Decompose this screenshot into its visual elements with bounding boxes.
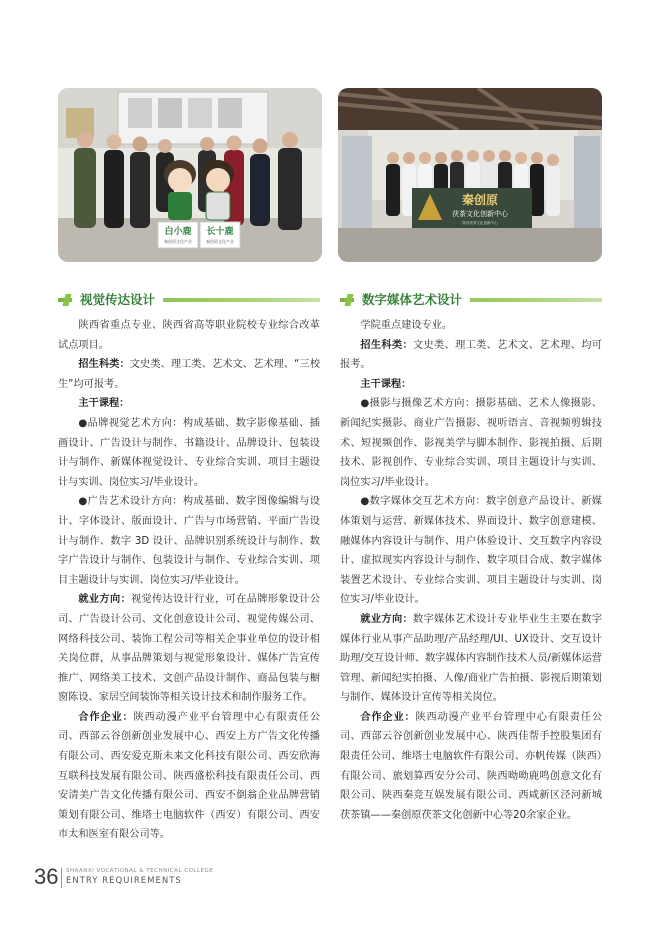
enrollment-text: 文史类、理工类、艺术文、艺术理、“三校生”均可报考。: [58, 359, 321, 390]
section-header: [58, 290, 320, 310]
section-header: [340, 290, 602, 310]
footer-divider: [61, 868, 62, 888]
partners-text: 陕西动漫产业平台管理中心有限责任公司、西部云谷创新创业发展中心、西安上方广告文化传播有限公司、西安爱克斯未来文化科技有限公司、西安欣海互联科技发展有限公司、陕西盛松科技有限责任公司、西安清美广告文化传播有限公司、西安不倒翁企业品牌营销策划有限公司、维塔士电脑软件（西安）有限公司、西安市太和医室有限公司等。: [58, 711, 321, 841]
enrollment-paragraph: [340, 336, 602, 375]
group-photo-innovation-center: [338, 88, 602, 262]
career-text: 数字媒体艺术设计专业毕业生主要在数字媒体行业从事产品助理/产品经理/UI、UX设计、交互设计助理/交互设计师、数字媒体内容制作技术人员/新媒体运营管理、新闻纪实拍摄、人像/商业广告拍摄、影视后期策划与制作、媒体设计宣传等相关岗位。: [340, 613, 603, 704]
sign-sub: 茯茶文化创新中心: [452, 210, 508, 218]
career-paragraph: [58, 590, 320, 708]
intro-paragraph: 学院重点建设专业。: [360, 320, 453, 331]
partners-text: 陕西动漫产业平台管理中心有限责任公司、西部云谷创新创业发展中心、陕西佳帮手控股集团有限责任公司、维塔士电脑软件有限公司、亦帆传媒（陕西）有限公司、旅划算西安分公司、陕西呦呦鹿鸣创意文化有限公司、陕西秦竞互娱发展有限公司、西咸新区泾河新城茯茶镇——秦创原茯茶文化创新中心等20余家企业。: [340, 711, 603, 821]
courses-label: 主干课程：: [78, 398, 130, 410]
partners-label: 合作企业：: [360, 711, 416, 723]
courses-ad-direction: ●广告艺术设计方向：构成基础、数字图像编辑与设计、字体设计、版面设计、广告与市场营销、平面广告设计与制作、数字 3D 设计、品牌识别系统设计与制作、数字广告设计与制作、包装设计与制作、专业综合实训、项目主题设计与实训、岗位实习/毕业设计。: [58, 496, 320, 586]
board-right-text: 长十鹿: [206, 227, 234, 237]
enrollment-label: 招生科类：: [78, 359, 130, 371]
partners-label: 合作企业：: [78, 711, 134, 723]
enrollment-paragraph: [58, 355, 320, 394]
board-left-text: 白小鹿: [164, 227, 192, 237]
section-visual-communication: [58, 290, 320, 845]
career-paragraph: [340, 610, 602, 708]
board-left-sub: 秦创原文化产业: [164, 239, 192, 244]
intro-paragraph: 陕西省重点专业、陕西省高等职业院校专业综合改革试点项目。: [58, 320, 320, 351]
career-label: 就业方向：: [78, 594, 131, 606]
courses-label: 主干课程：: [360, 378, 412, 390]
school-name-en: SHAANXI VOCATIONAL & TECHNICAL COLLEGE: [66, 868, 214, 874]
section-title: 数字媒体艺术设计: [354, 290, 470, 310]
courses-photo-direction: ●摄影与摄像艺术方向：摄影基础、艺术人像摄影、新闻纪实摄影、商业广告摄影、视听语言、音视频剪辑技术、短视频创作、影视美学与脚本制作、影视拍摄、后期技术、影视创作、专业综合实训、项目主题设计与实训、岗位实习/毕业设计。: [340, 398, 602, 488]
footer-subtitle: ENTRY REQUIREMENTS: [66, 876, 182, 886]
career-text: 视觉传达设计行业，可在品牌形象设计公司、广告设计公司、文化创意设计公司、视觉传媒公司、网络科技公司、装饰工程公司等相关企事业单位的设计相关岗位群，从事品牌策划与视觉形象设计、媒体广告宣传推广、网络美工技术、文创产品设计制作、商品包装与橱窗陈设、家居空间装饰等相关设计技术和制作服务工作。: [58, 594, 321, 704]
courses-heading: [58, 394, 320, 414]
enrollment-text: 文史类、理工类、艺术文、艺术理、均可报考。: [340, 339, 603, 371]
partners-paragraph: [340, 708, 602, 826]
group-photo-mascots: [58, 88, 322, 262]
page-number: 36: [34, 864, 59, 889]
sign-small: 陕西茯茶文化创新中心: [462, 221, 498, 225]
career-label: 就业方向：: [360, 613, 413, 625]
partners-paragraph: [58, 708, 320, 845]
courses-heading: [340, 375, 602, 395]
board-right-sub: 秦创原文化产业: [206, 239, 234, 244]
section-digital-media: [340, 290, 602, 825]
sign-main: 秦创原: [461, 193, 499, 207]
enrollment-label: 招生科类：: [360, 339, 413, 351]
section-title: 视觉传达设计: [72, 290, 163, 310]
courses-interactive-direction: ●数字媒体交互艺术方向：数字创意产品设计、新媒体策划与运营、新媒体技术、界面设计、数字创意建模、融媒体内容设计与制作、用户体验设计、交互数字内容设计、虚拟现实内容设计与制作、数字项目合成、数字媒体装置艺术设计、专业综合实训、项目主题设计与实训、岗位实习/毕业设计。: [340, 496, 602, 606]
courses-brand-direction: ●品牌视觉艺术方向：构成基础、数字影像基础、插画设计、广告设计与制作、书籍设计、品牌设计、包装设计与制作、新媒体视觉设计、专业综合实训、项目主题设计与实训、岗位实习/毕业设计。: [58, 417, 320, 488]
